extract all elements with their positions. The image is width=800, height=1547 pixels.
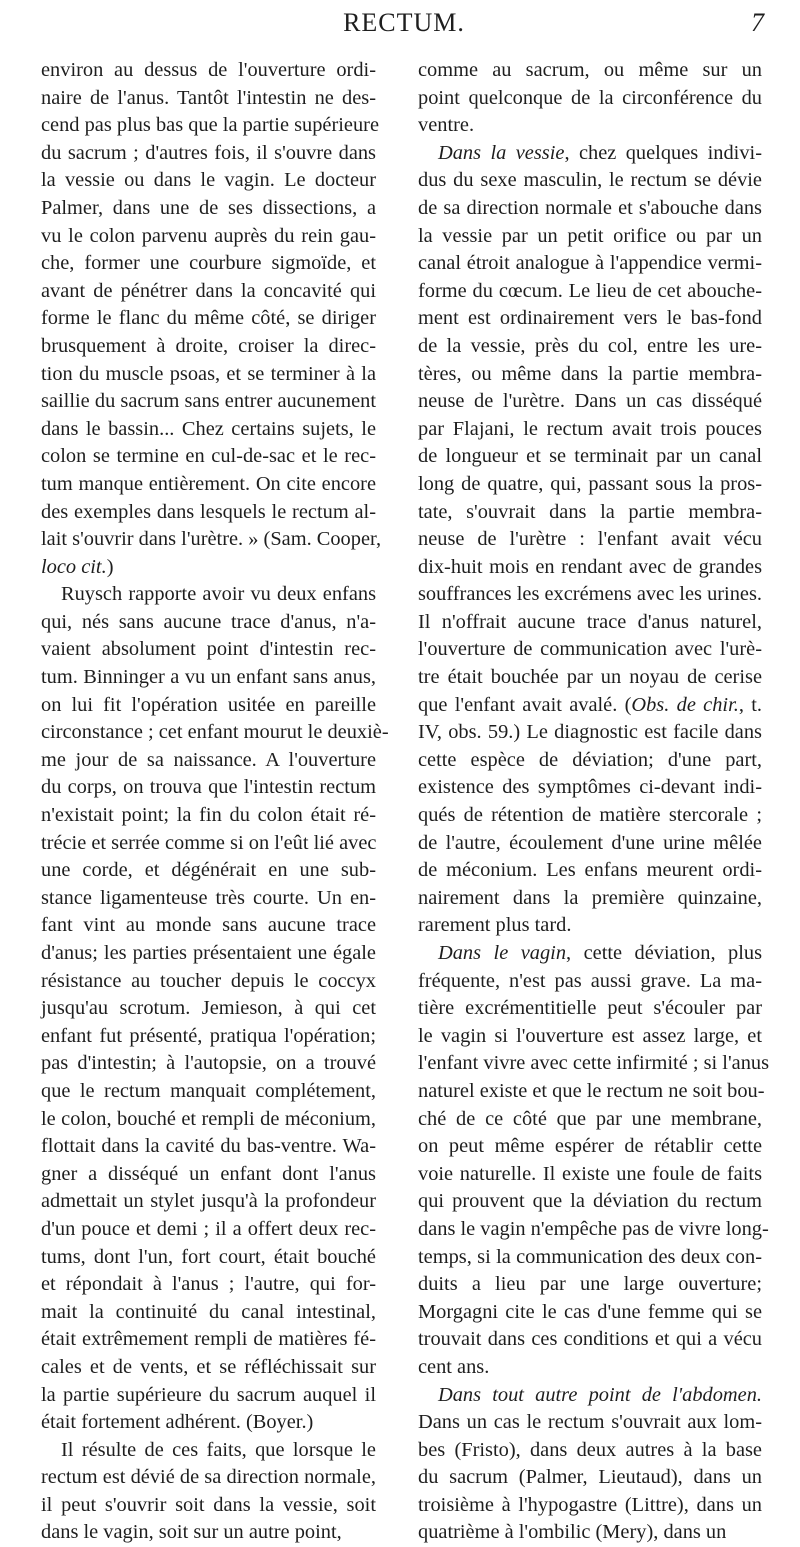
- right-column-line: tères, ou même dans la partie membra-: [418, 362, 762, 385]
- left-column-line: stance ligamenteuse très courte. Un en-: [41, 886, 376, 909]
- left-column-line: fant vint au monde sans aucune trace: [41, 914, 376, 937]
- right-column-line: canal étroit analogue à l'appendice vermi-: [418, 252, 762, 275]
- left-column-line: admettait un stylet jusqu'à la profondeur: [41, 1190, 376, 1213]
- right-column-line: cette espèce de déviation; d'une part,: [418, 748, 762, 771]
- right-column-line: duits a lieu par une large ouverture;: [418, 1273, 762, 1296]
- left-column-line: colon se termine en cul-de-sac et le rec-: [41, 445, 376, 468]
- left-column-line: dans le vagin, soit sur un autre point,: [41, 1521, 342, 1544]
- left-column-line: Palmer, dans une de ses dissections, a: [41, 196, 376, 219]
- right-column-line: dix-huit mois en rendant avec de grandes: [418, 555, 762, 578]
- left-column-line: et répondait à l'anus ; l'autre, qui for-: [41, 1273, 376, 1296]
- left-column-line: trécie et serrée comme si on l'eût lié avec: [41, 831, 377, 854]
- running-head: [40, 2, 768, 42]
- left-column-line: on lui fit l'opération usitée en pareille: [41, 693, 376, 716]
- running-title: RECTUM.: [343, 8, 465, 37]
- right-column-line: ment est ordinairement vers le bas-fond: [418, 307, 762, 330]
- left-column-line: la partie supérieure du sacrum auquel il: [41, 1383, 376, 1406]
- right-column-line: de méconium. Les enfans meurent ordi-: [418, 859, 762, 882]
- right-column-line: de sa direction normale et s'abouche dans: [418, 196, 762, 219]
- right-column-line: point quelconque de la circonférence du: [418, 86, 762, 109]
- left-column-line: naire de l'anus. Tantôt l'intestin ne des-: [41, 86, 376, 109]
- left-column-line: du sacrum ; d'autres fois, il s'ouvre dans: [41, 141, 376, 164]
- left-column-line: cales et de vents, et se réfléchissait sur: [41, 1355, 376, 1378]
- left-column-line: la vessie ou dans le vagin. Le docteur: [41, 169, 376, 192]
- right-column-line: existence des symptômes ci-devant indi-: [418, 776, 762, 799]
- left-column: [41, 57, 389, 1547]
- left-column-line: dans le bassin... Chez certains sujets, le: [41, 417, 376, 440]
- left-column-line: rectum est dévié de sa direction normale,: [41, 1466, 376, 1489]
- right-column-line: l'enfant vivre avec cette infirmité ; si l'anus: [418, 1052, 770, 1075]
- left-column-line: che, former une courbure sigmoïde, et: [41, 252, 376, 275]
- left-column-line: avant de pénétrer dans la concavité qui: [41, 279, 376, 302]
- right-column-line: souffrances les excrémens avec les urines.: [418, 583, 762, 606]
- right-column-line: qués de rétention de matière stercorale ;: [418, 804, 762, 827]
- left-column-line: environ au dessus de l'ouverture ordi-: [41, 59, 376, 81]
- left-column-line: tum manque entièrement. On cite encore: [41, 472, 376, 495]
- right-column-line: que l'enfant avait avalé. (Obs. de chir., t.: [418, 693, 762, 716]
- right-column-line: tre était bouchée par un noyau de cerise: [418, 666, 762, 689]
- left-column-line: d'anus; les parties présentaient une égale: [41, 942, 376, 964]
- left-column-line: saillie du sacrum sans entrer aucunement: [41, 390, 376, 413]
- right-column-line: Dans le vagin, cette déviation, plus: [438, 942, 763, 964]
- right-column-line: fréquente, n'est pas aussi grave. La ma-: [418, 969, 762, 992]
- left-column-line: forme le flanc du même côté, se diriger: [41, 307, 376, 330]
- left-column-line: circonstance ; cet enfant mourut le deuxiè-: [41, 721, 389, 744]
- right-column-line: bes (Fristo), dans deux autres à la base: [418, 1438, 762, 1461]
- right-column-line: de longueur et se terminait par un canal: [418, 445, 762, 468]
- left-column-line: tion du muscle psoas, et se terminer à la: [41, 362, 376, 385]
- right-column-line: trouvait dans ces conditions et qui a vécu: [418, 1328, 762, 1351]
- right-column-line: temps, si la communication des deux con-: [418, 1245, 762, 1268]
- left-column-line: des exemples dans lesquels le rectum al-: [41, 500, 376, 523]
- left-column-line: pas d'intestin; à l'autopsie, on a trouvé: [41, 1052, 376, 1075]
- left-column-line: était extrêmement rempli de matières fé-: [41, 1328, 376, 1351]
- right-column-line: forme du cœcum. Le lieu de cet abouche-: [418, 279, 762, 302]
- right-column-line: de l'autre, écoulement d'une urine mêlée: [418, 831, 762, 854]
- right-column-line: dans le vagin n'empêche pas de vivre long-: [418, 1217, 769, 1240]
- right-column-line: de la vessie, près du col, entre les ure-: [418, 334, 762, 357]
- right-column-line: cent ans.: [418, 1355, 490, 1378]
- left-column-line: lait s'ouvrir dans l'urètre. » (Sam. Cooper,: [41, 528, 382, 551]
- right-column-line: voie naturelle. Il existe une foule de faits: [418, 1162, 762, 1185]
- right-column-line: naturel existe et que le rectum ne soit bou-: [418, 1079, 765, 1102]
- right-column-line: tate, s'ouvrait dans la partie membra-: [418, 500, 762, 523]
- right-column-line: ventre.: [418, 114, 475, 137]
- left-column-line: Il résulte de ces faits, que lorsque le: [61, 1438, 376, 1461]
- right-column-line: Il n'offrait aucune trace d'anus naturel,: [418, 610, 762, 633]
- left-column-line: tums, dont l'un, fort court, était bouché: [41, 1245, 376, 1268]
- right-column-line: qui prouvent que la déviation du rectum: [418, 1190, 762, 1213]
- left-column-line: du corps, on trouva que l'intestin rectum: [41, 776, 376, 799]
- left-column-line: Ruysch rapporte avoir vu deux enfans: [61, 583, 376, 606]
- left-column-line: loco cit.): [41, 555, 114, 578]
- left-column-line: flottait dans la cavité du bas-ventre. Wa-: [41, 1135, 376, 1158]
- left-column-line: gner a disséqué un enfant dont l'anus: [41, 1162, 376, 1185]
- right-column-line: long de quatre, qui, passant sous la pros-: [418, 472, 762, 495]
- left-column-line: vaient absolument point d'intestin rec-: [41, 638, 376, 661]
- left-column-line: n'existait point; la fin du colon était ré-: [41, 804, 376, 827]
- left-column-line: enfant fut présenté, pratiqua l'opération;: [41, 1024, 376, 1047]
- right-column-line: du sacrum (Palmer, Lieutaud), dans un: [418, 1466, 762, 1489]
- right-column-line: tière excrémentitielle peut s'écouler par: [418, 997, 762, 1020]
- left-column-line: d'un pouce et demi ; il a offert deux rec-: [41, 1217, 376, 1240]
- right-column-line: par Flajani, le rectum avait trois pouces: [418, 417, 762, 440]
- left-column-line: vu le colon parvenu auprès du rein gau-: [41, 224, 376, 247]
- left-column-line: tum. Binninger a vu un enfant sans anus,: [41, 666, 376, 689]
- right-column: [418, 57, 770, 1547]
- left-column-line: une corde, et dégénérait en une sub-: [41, 859, 376, 882]
- left-column-line: mait la continuité du canal intestinal,: [41, 1300, 376, 1323]
- right-column-line: quatrième à l'ombilic (Mery), dans un: [418, 1521, 727, 1544]
- right-column-line: la vessie par un petit orifice ou par un: [418, 224, 762, 247]
- right-column-line: dus du sexe masculin, le rectum se dévie: [418, 169, 762, 192]
- right-column-line: neuse de l'urètre. Dans un cas disséqué: [418, 390, 762, 413]
- left-column-line: que le rectum manquait complétement,: [41, 1079, 376, 1102]
- right-column-line: Morgagni cite le cas d'une femme qui se: [418, 1300, 762, 1323]
- right-column-line: troisième à l'hypogastre (Littre), dans un: [418, 1493, 762, 1516]
- right-column-line: Dans un cas le rectum s'ouvrait aux lom-: [418, 1411, 762, 1434]
- left-column-line: le colon, bouché et rempli de méconium,: [41, 1107, 376, 1130]
- left-column-line: brusquement à droite, croiser la direc-: [41, 334, 376, 357]
- right-column-line: Dans tout autre point de l'abdomen.: [438, 1383, 762, 1406]
- right-column-line: neuse de l'urètre : l'enfant avait vécu: [418, 528, 762, 551]
- left-column-line: résistance au toucher depuis le coccyx: [41, 969, 376, 992]
- left-column-line: cend pas plus bas que la partie supérieure: [41, 114, 380, 137]
- right-column-line: comme au sacrum, ou même sur un: [418, 59, 762, 81]
- right-column-line: Dans la vessie, chez quelques indivi-: [438, 141, 762, 164]
- left-column-line: était fortement adhérent. (Boyer.): [41, 1411, 314, 1434]
- right-column-line: rarement plus tard.: [418, 914, 572, 937]
- left-column-line: jusqu'au scrotum. Jemieson, à qui cet: [41, 997, 376, 1020]
- right-column-line: ché de ce côté que par une membrane,: [418, 1107, 762, 1130]
- right-column-line: le vagin si l'ouverture est assez large, et: [418, 1024, 762, 1047]
- left-column-line: il peut s'ouvrir soit dans la vessie, soit: [41, 1493, 376, 1516]
- right-column-line: on peut même espérer de rétablir cette: [418, 1135, 762, 1158]
- right-column-line: nairement dans la première quinzaine,: [418, 886, 762, 909]
- page-number: 7: [751, 8, 764, 37]
- left-column-line: qui, nés sans aucune trace d'anus, n'a-: [41, 610, 376, 633]
- right-column-line: l'ouverture de communication avec l'urè-: [418, 638, 762, 661]
- left-column-line: me jour de sa naissance. A l'ouverture: [41, 748, 376, 771]
- right-column-line: IV, obs. 59.) Le diagnostic est facile dans: [418, 721, 762, 744]
